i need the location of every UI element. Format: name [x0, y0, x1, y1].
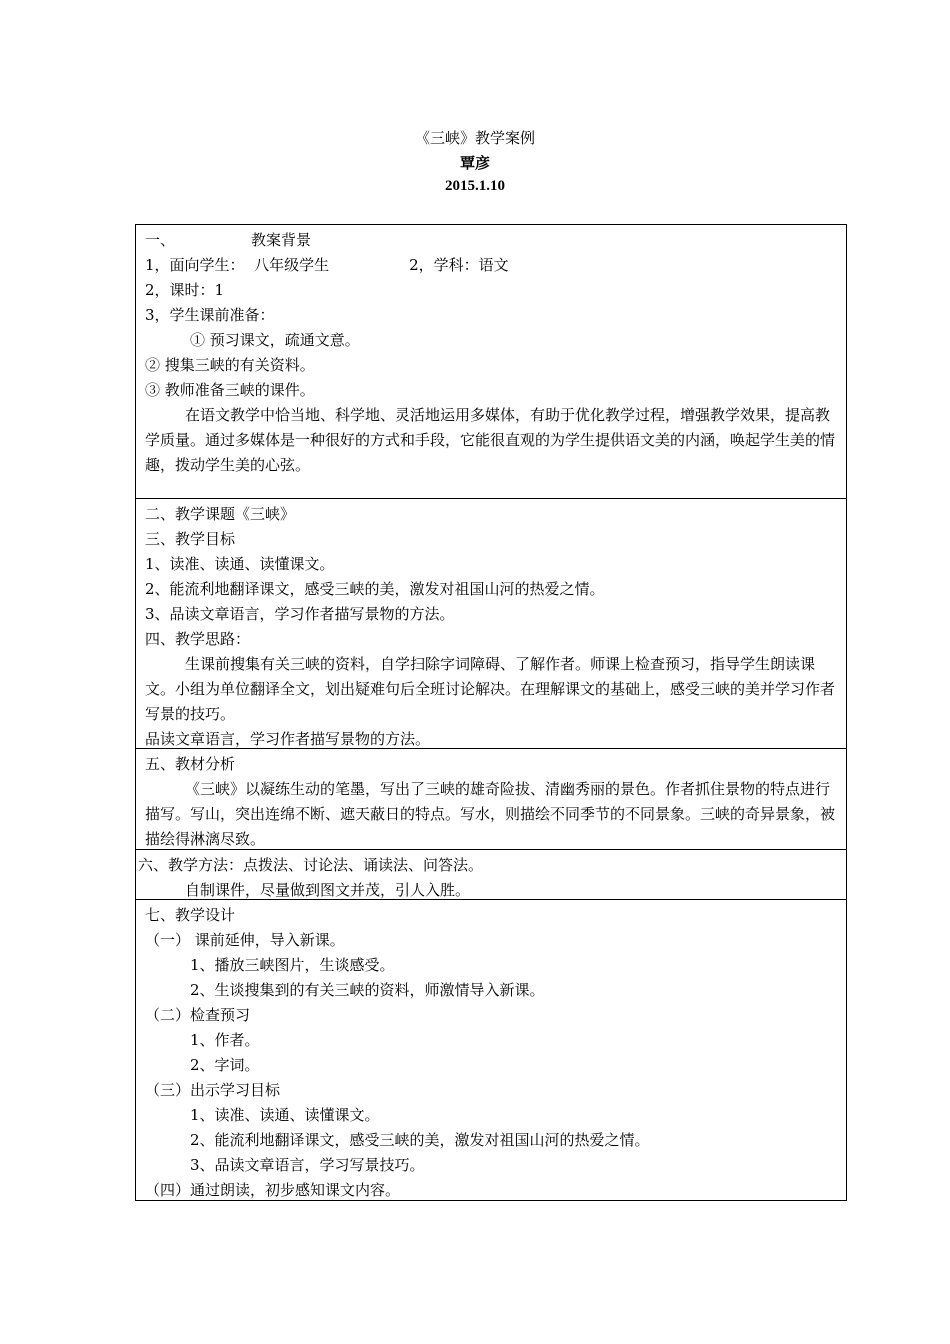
design-item: 1、播放三峡图片，生谈感受。 [190, 956, 395, 974]
design-item: 1、读准、读通、读懂课文。 [190, 1106, 380, 1124]
goals-heading: 三、教学目标 [145, 530, 236, 548]
section-background [136, 225, 846, 499]
design-part-4: （四）通过朗读，初步感知课文内容。 [145, 1181, 401, 1199]
idea-last-line: 品读文章语言，学习作者描写景物的方法。 [145, 730, 431, 748]
section-methods [136, 850, 846, 900]
design-heading: 七、教学设计 [145, 906, 236, 924]
design-part-3: （三）出示学习目标 [145, 1081, 281, 1099]
heading-text: 教案背景 [251, 231, 312, 249]
background-paragraph: 在语文教学中恰当地、科学地、灵活地运用多媒体，有助于优化教学过程，增强教学效果，提高教学质量。通过多媒体是一种很好的方式和手段，它能很直观的为学生提供语文美的内涵，唤起学生美的情趣，拨动学生美的心弦。 [145, 406, 836, 474]
section-analysis [136, 749, 846, 850]
target-line [145, 253, 842, 278]
prep-item-1: ① 预习课文，疏通文意。 [190, 331, 360, 349]
prep-item-3: ③ 教师准备三峡的课件。 [145, 381, 315, 399]
design-part-2: （二）检查预习 [145, 1006, 251, 1024]
topic-text: 二、教学课题《三峡》 [145, 505, 296, 523]
analysis-heading: 五、教材分析 [145, 755, 236, 773]
methods-heading: 六、教学方法：点拨法、讨论法、诵读法、问答法。 [138, 856, 484, 874]
prep-text: 3，学生课前准备： [145, 306, 275, 324]
target-label: 1，面向学生： [145, 256, 245, 274]
subject-text: 2，学科：语文 [409, 256, 509, 274]
document-title: 《三峡》教学案例 [414, 129, 535, 147]
idea-heading: 四、教学思路： [145, 630, 251, 648]
hours-text: 2，课时：1 [145, 281, 225, 299]
design-item: 1、作者。 [190, 1031, 260, 1049]
methods-line: 自制课件，尽量做到图文并茂，引人入胜。 [185, 881, 471, 899]
document-date: 2015.1.10 [445, 178, 505, 194]
design-item: 3、品读文章语言，学习写景技巧。 [190, 1156, 425, 1174]
design-item: 2、字词。 [190, 1056, 260, 1074]
goal-item: 3、品读文章语言，学习作者描写景物的方法。 [145, 605, 455, 623]
idea-paragraph: 生课前搜集有关三峡的资料，自学扫除字词障碍、了解作者。师课上检查预习，指导学生朗读课文。小组为单位翻译全文，划出疑难句后全班讨论解决。在理解课文的基础上，感受三峡的美并学习作者写景的技巧。 [145, 655, 836, 723]
design-item: 2、能流利地翻译课文，感受三峡的美，激发对祖国山河的热爱之情。 [190, 1131, 650, 1149]
analysis-paragraph: 《三峡》以凝练生动的笔墨，写出了三峡的雄奇险拔、清幽秀丽的景色。作者抓住景物的特点进行描写。写山，突出连绵不断、遮天蔽日的特点。写水，则描绘不同季节的不同景象。三峡的奇异景象，被描绘得淋漓尽致。 [145, 780, 836, 848]
author-name: 覃彦 [459, 154, 490, 172]
section-heading [145, 228, 842, 253]
prep-item-2: ② 搜集三峡的有关资料。 [145, 356, 315, 374]
section-goals [136, 499, 846, 749]
goal-item: 2、能流利地翻译课文，感受三峡的美，激发对祖国山河的热爱之情。 [145, 580, 605, 598]
target-value: 八年级学生 [254, 256, 330, 274]
design-item: 2、生谈搜集到的有关三峡的资料，师激情导入新课。 [190, 981, 545, 999]
design-part-1: （一） 课前延伸，导入新课。 [145, 931, 345, 949]
lesson-plan-table [135, 224, 847, 1201]
section-design [136, 900, 846, 1200]
heading-number: 一、 [145, 231, 176, 249]
goal-item: 1、读准、读通、读懂课文。 [145, 555, 335, 573]
